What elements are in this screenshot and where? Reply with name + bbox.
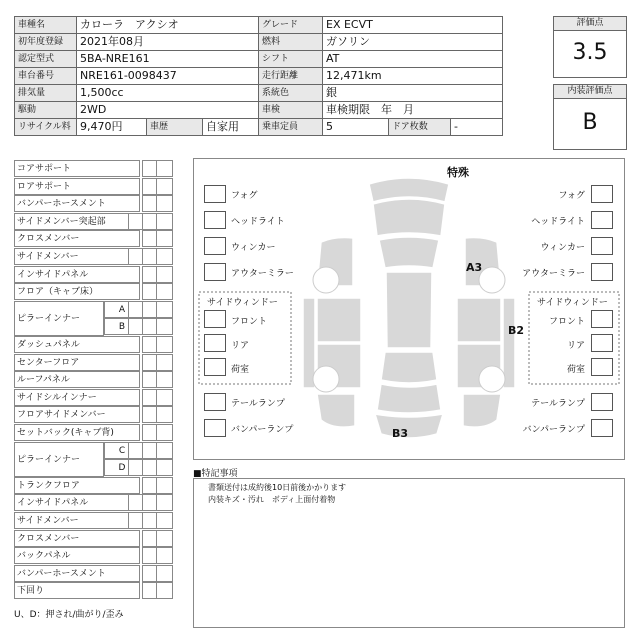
fog-left-check [204,185,226,203]
frame-item-label: センターフロア [14,354,140,371]
rear-window-left-label: リア [231,341,250,351]
side-window-left-label: サイドウィンドー [207,298,278,308]
frame-check-box [156,477,173,494]
headlight-left-label: ヘッドライト [231,217,285,227]
rear-window-left-check [204,334,226,352]
info-value: 12,471km [323,68,503,85]
cargo-left-check [204,358,226,376]
part-roof [386,272,432,348]
frame-item-label: バックパネル [14,547,140,564]
rear-window-right-label: リア [566,341,585,351]
frame-check-box [156,336,173,353]
frame-item-label: クロスメンバー [14,230,140,247]
info-value: ガソリン [323,34,503,51]
notes-label: ■特記事項 [193,469,238,479]
mirror-left-label: アウターミラー [231,269,294,279]
info-label: シフト [259,51,323,68]
frame-item-label: 下回り [14,582,140,599]
info-label: 走行距離 [259,68,323,85]
rear-window-right-check [591,334,613,352]
grade-value: 3.5 [572,40,608,65]
frame-item-label: ロアサポート [14,178,140,195]
frame-item-label: クロスメンバー [14,530,140,547]
winker-left-label: ウィンカー [231,243,276,253]
frame-check-box [156,354,173,371]
frame-check-box [156,230,173,247]
frame-check-box [156,512,173,529]
fog-left-label: フォグ [231,191,258,201]
bumper-lamp-left-label: バンパーランプ [231,425,294,435]
grade-box [553,16,627,78]
frame-item-label: ピラーインナー [14,442,104,477]
interior-grade-box [553,84,627,150]
info-label: 乗車定員 [259,119,323,136]
wheel-right-front [479,267,505,293]
info-value: 2021年08月 [77,34,259,51]
tail-right-check [591,393,613,411]
part-rear-bumper [375,414,443,438]
frame-item-label: フロアサイドメンバー [14,406,140,423]
diagram-title: 特殊 [447,166,469,179]
car-diagram [193,158,625,460]
frame-check-box [156,248,173,265]
info-value: 2WD [77,102,259,119]
info-label: 車歴 [147,119,203,136]
info-value: - [451,119,503,136]
frame-item-label: バンパーホースメント [14,565,140,582]
frame-check-box [156,565,173,582]
frame-item-label: ダッシュパネル [14,336,140,353]
info-value: AT [323,51,503,68]
bumper-lamp-left-check [204,419,226,437]
frame-check-box [156,424,173,441]
part-trunk [377,384,441,413]
info-label: 系統色 [259,85,323,102]
info-label: 燃料 [259,34,323,51]
headlight-left-check [204,211,226,229]
winker-right-label: ウィンカー [540,243,585,253]
notes-line: 内装キズ・汚れ ボディ上面付着物 [208,495,336,504]
info-row [15,17,503,34]
info-row [15,34,503,51]
info-value: EX ECVT [323,17,503,34]
part-right-rear-fender [463,394,501,427]
info-row [15,102,503,119]
info-label: 車種名 [15,17,77,34]
frame-check-box [156,266,173,283]
damage-mark-b2: B2 [508,324,525,337]
frame-item-label: インサイドパネル [14,494,140,511]
info-label: 車台番号 [15,68,77,85]
interior-grade-value: B [582,110,598,135]
damage-mark-b3: B3 [392,427,409,440]
frame-item-label: インサイドパネル [14,266,140,283]
mirror-right-label: アウターミラー [522,269,585,279]
info-label: 初年度登録 [15,34,77,51]
info-value: 自家用 [203,119,259,136]
pillar-sub-label: A [104,301,140,318]
bumper-lamp-right-label: バンパーランプ [522,425,585,435]
pillar-sub-label: C [104,442,140,459]
part-rear-window [381,352,437,383]
frame-item-label: サイドメンバー [14,512,140,529]
info-label: ドア枚数 [389,119,451,136]
wheel-left-rear [313,366,339,392]
part-hood [373,199,445,236]
pillar-sub-label: D [104,459,140,476]
frame-check-box [156,530,173,547]
headlight-right-label: ヘッドライト [531,217,585,227]
info-label: グレード [259,17,323,34]
info-value: 5 [323,119,389,136]
frame-check-box [156,301,173,318]
frame-check-box [156,389,173,406]
frame-check-box [156,160,173,177]
frame-item-label: サイドメンバー突起部 [14,213,140,230]
tail-right-label: テールランプ [531,399,585,409]
frame-check-box [156,318,173,335]
part-left-front-door [317,298,361,342]
part-windshield [379,237,439,268]
info-value: 1,500cc [77,85,259,102]
info-label: 駆動 [15,102,77,119]
frame-check-box [156,494,173,511]
frame-check-box [156,442,173,459]
info-label: リサイクル料 [15,119,77,136]
wheel-right-rear [479,366,505,392]
damage-mark-a3: A3 [466,261,483,274]
frame-check-box [156,547,173,564]
mirror-right-check [591,263,613,281]
fog-right-label: フォグ [558,191,585,201]
info-label: 車検 [259,102,323,119]
pillar-sub-label: B [104,318,140,335]
part-right-sill [503,298,515,388]
info-label: 排気量 [15,85,77,102]
info-value: 銀 [323,85,503,102]
frame-check-box [156,371,173,388]
info-row [15,51,503,68]
frame-item-label: バンパーホースメント [14,195,140,212]
frame-item-label: サイドメンバー [14,248,140,265]
info-value: 車検期限 年 月 [323,102,503,119]
frame-item-label: ピラーインナー [14,301,104,336]
frame-check-box [156,283,173,300]
front-window-left-check [204,310,226,328]
interior-grade-label: 内装評価点 [554,85,626,99]
cargo-right-label: 荷室 [566,365,585,375]
part-left-sill [303,298,315,388]
fog-right-check [591,185,613,203]
front-window-right-check [591,310,613,328]
frame-check-box [156,582,173,599]
front-window-left-label: フロント [231,317,268,327]
info-label: 認定型式 [15,51,77,68]
frame-check-box [156,213,173,230]
frame-item-label: トランクフロア [14,477,140,494]
frame-check-box [156,459,173,476]
frame-check-box [156,178,173,195]
frame-item-label: フロア（キャブ床） [14,283,140,300]
frame-item-label: セットバック(キャブ背) [14,424,140,441]
winker-left-check [204,237,226,255]
side-window-right-label: サイドウィンドー [537,298,608,308]
frame-item-label: ルーフパネル [14,371,140,388]
grade-label: 評価点 [554,17,626,31]
legend-text: U、D：押され/曲がり/歪み [14,610,124,620]
tail-left-label: テールランプ [231,399,285,409]
info-row [15,119,503,136]
frame-check-box [156,195,173,212]
mirror-left-check [204,263,226,281]
notes-line: 書類送付は成約後10日前後かかります [208,483,347,492]
info-value: 5BA-NRE161 [77,51,259,68]
frame-item-label: サイドシルインナー [14,389,140,406]
info-row [15,85,503,102]
cargo-right-check [591,358,613,376]
part-right-front-door [457,298,501,342]
notes-box [193,478,625,628]
wheel-left-front [313,267,339,293]
bumper-lamp-right-check [591,419,613,437]
info-value: 9,470円 [77,119,147,136]
info-value: カローラ アクシオ [77,17,259,34]
part-left-rear-fender [317,394,355,427]
winker-right-check [591,237,613,255]
frame-check-box [156,406,173,423]
cargo-left-label: 荷室 [231,365,250,375]
tail-left-check [204,393,226,411]
frame-item-label: コアサポート [14,160,140,177]
info-value: NRE161-0098437 [77,68,259,85]
info-row [15,68,503,85]
headlight-right-check [591,211,613,229]
vehicle-info-table [14,16,503,136]
front-window-right-label: フロント [548,317,585,327]
